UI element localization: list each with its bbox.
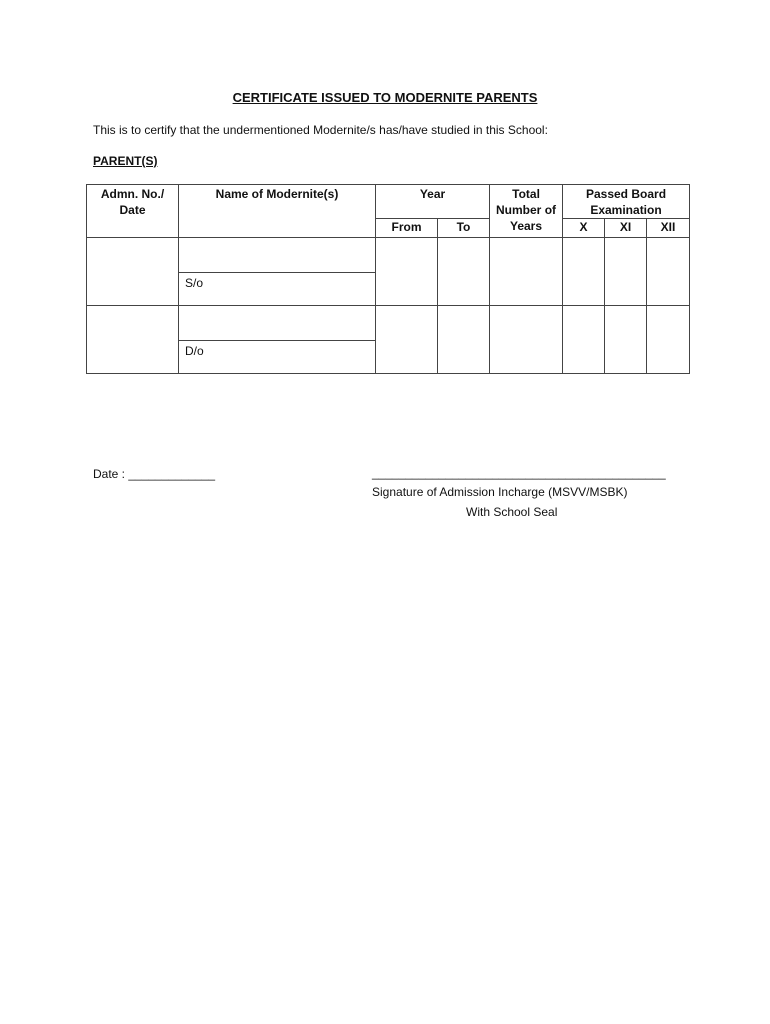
relation-field[interactable]: S/o	[185, 276, 204, 290]
name-cell	[179, 306, 376, 374]
header-year-from: From	[376, 219, 438, 238]
date-field[interactable]: Date : _____________	[93, 467, 216, 481]
signature-label: Signature of Admission Incharge (MSVV/MSBK)	[372, 485, 628, 499]
admn-date-cell[interactable]	[87, 238, 179, 306]
header-passed-board: Passed Board Examination	[563, 185, 690, 219]
year-from-cell[interactable]	[376, 306, 438, 374]
class-xii-cell[interactable]	[647, 238, 690, 306]
year-to-cell[interactable]	[438, 238, 490, 306]
signature-line[interactable]: ____________________________________________	[372, 466, 666, 480]
class-xii-cell[interactable]	[647, 306, 690, 374]
header-class-x: X	[563, 219, 605, 238]
name-cell	[179, 238, 376, 306]
class-xi-cell[interactable]	[605, 306, 647, 374]
modernite-name-field[interactable]	[179, 238, 375, 273]
certificate-intro: This is to certify that the undermentioned Modernite/s has/have studied in this School:	[93, 123, 548, 137]
total-years-cell[interactable]	[490, 238, 563, 306]
relation-field[interactable]: D/o	[185, 344, 204, 358]
class-xi-cell[interactable]	[605, 238, 647, 306]
section-label-parents: PARENT(S)	[93, 154, 158, 168]
table-row	[87, 306, 690, 374]
header-class-xi: XI	[605, 219, 647, 238]
seal-label: With School Seal	[466, 505, 558, 519]
header-year: Year	[376, 185, 490, 219]
header-name: Name of Modernite(s)	[179, 185, 376, 238]
modernite-table	[86, 184, 690, 374]
year-to-cell[interactable]	[438, 306, 490, 374]
total-years-cell[interactable]	[490, 306, 563, 374]
table-row	[87, 238, 690, 306]
admn-date-cell[interactable]	[87, 306, 179, 374]
header-class-xii: XII	[647, 219, 690, 238]
year-from-cell[interactable]	[376, 238, 438, 306]
class-x-cell[interactable]	[563, 306, 605, 374]
certificate-title: CERTIFICATE ISSUED TO MODERNITE PARENTS	[232, 90, 538, 105]
modernite-name-field[interactable]	[179, 306, 375, 341]
header-total-years: Total Number of Years	[490, 185, 563, 238]
class-x-cell[interactable]	[563, 238, 605, 306]
header-admn-date: Admn. No./ Date	[87, 185, 179, 238]
header-year-to: To	[438, 219, 490, 238]
